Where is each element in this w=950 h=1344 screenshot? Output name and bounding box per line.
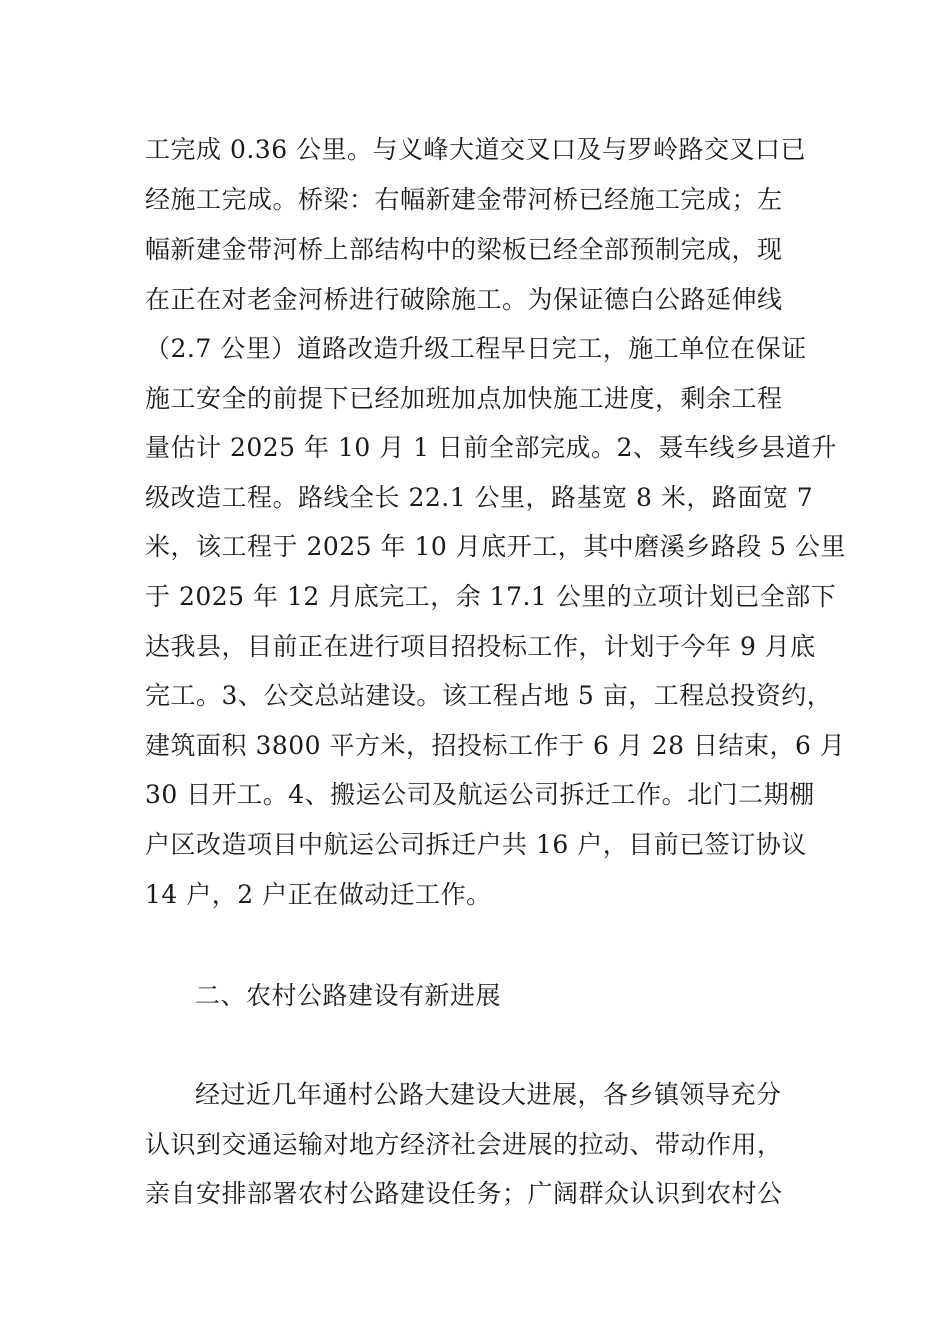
body-text-line: 完工。3、公交总站建设。该工程占地 5 亩，工程总投资约， [145, 681, 833, 710]
body-text-line: 亲自安排部署农村公路建设任务；广阔群众认识到农村公 [145, 1179, 783, 1208]
body-text-line: 户区改造项目中航运公司拆迁户共 16 户，目前已签订协议 [145, 830, 807, 859]
body-text-line: 幅新建金带河桥上部结构中的梁板已经全部预制完成，现 [145, 235, 783, 264]
body-text-line: （2.7 公里）道路改造升级工程早日完工，施工单位在保证 [145, 334, 807, 363]
body-text-line: 米，该工程于 2025 年 10 月底开工，其中磨溪乡路段 5 公里 [145, 532, 847, 561]
body-text-line: 于 2025 年 12 月底完工，余 17.1 公里的立项计划已全部下 [145, 582, 837, 611]
body-text-line: 达我县，目前正在进行项目招投标工作，计划于今年 9 月底 [145, 632, 816, 661]
body-text-line: 级改造工程。路线全长 22.1 公里，路基宽 8 米，路面宽 7 [145, 483, 814, 512]
body-text-line: 经过近几年通村公路大建设大进展，各乡镇领导充分 [195, 1080, 782, 1109]
body-text-line: 30 日开工。4、搬运公司及航运公司拆迁工作。北门二期棚 [145, 780, 815, 809]
body-text-line: 建筑面积 3800 平方米，招投标工作于 6 月 28 日结束，6 月 [145, 731, 846, 760]
section-heading: 二、农村公路建设有新进展 [195, 981, 502, 1010]
body-text-line: 经施工完成。桥梁：右幅新建金带河桥已经施工完成；左 [145, 185, 783, 214]
body-text-line: 14 户，2 户正在做动迁工作。 [145, 880, 492, 909]
body-text-line: 在正在对老金河桥进行破除施工。为保证德白公路延伸线 [145, 285, 783, 314]
body-text-line: 认识到交通运输对地方经济社会进展的拉动、带动作用， [145, 1130, 783, 1159]
body-text-line: 施工安全的前提下已经加班加点加快施工进度，剩余工程 [145, 384, 783, 413]
body-text-line: 量估计 2025 年 10 月 1 日前全部完成。2、聂车线乡县道升 [145, 433, 837, 462]
body-text-line: 工完成 0.36 公里。与义峰大道交叉口及与罗岭路交叉口已 [145, 135, 807, 164]
